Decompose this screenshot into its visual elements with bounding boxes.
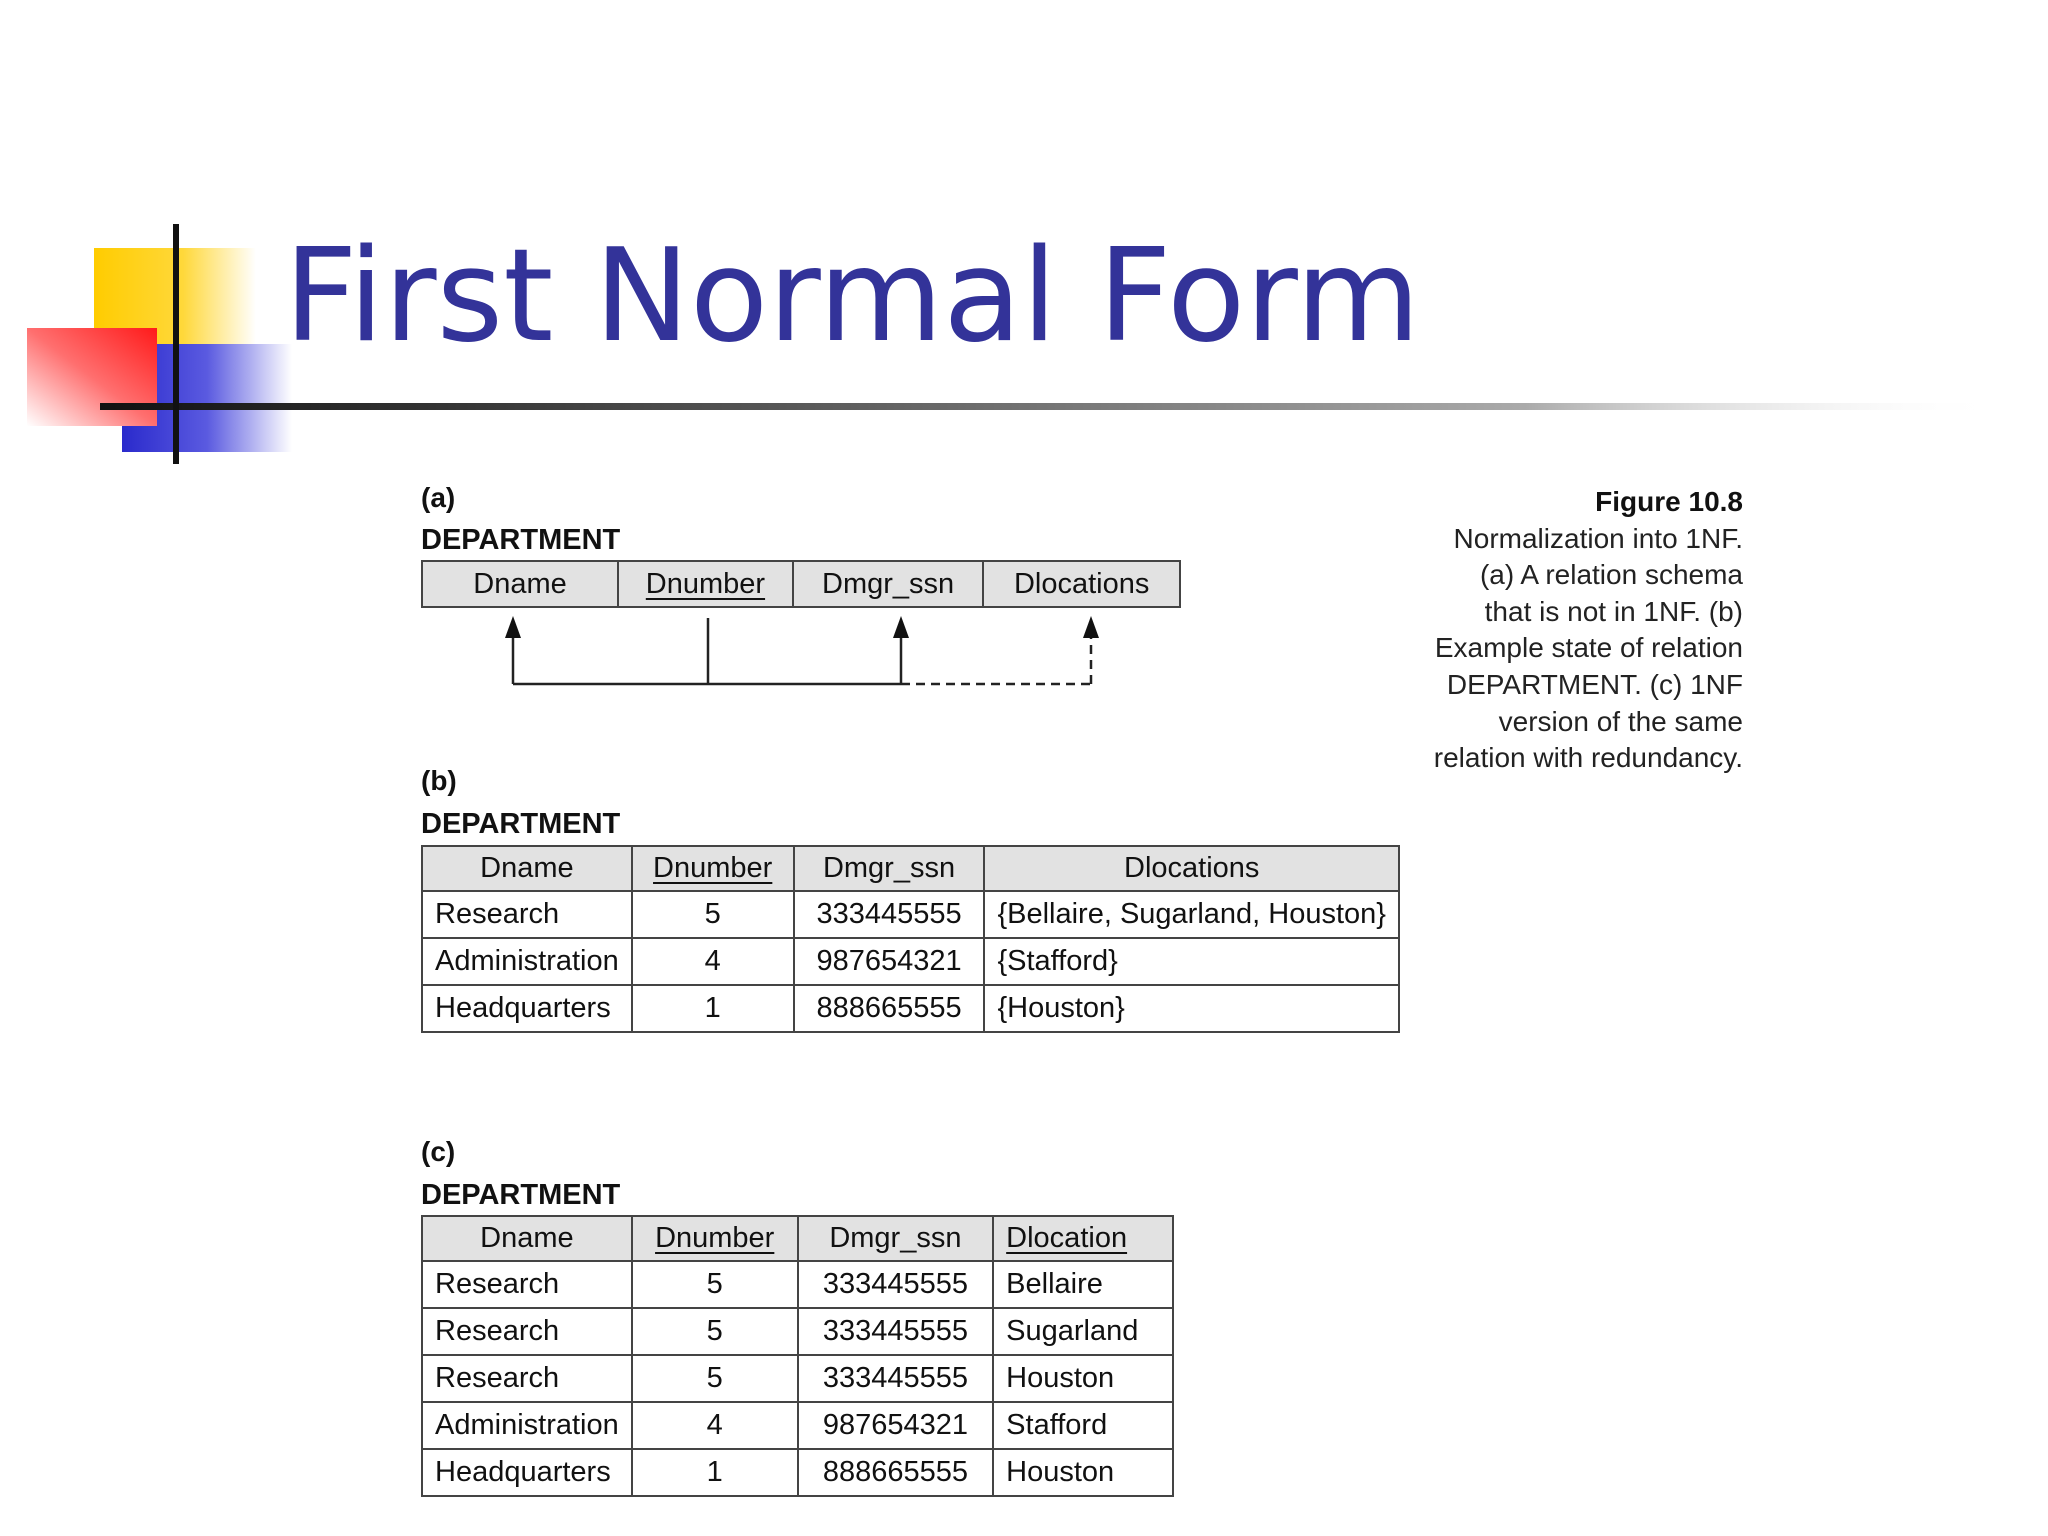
table-b-col-dnumber: Dnumber [632, 846, 794, 891]
cell-dname: Headquarters [422, 985, 632, 1032]
dependency-arrows [421, 608, 1201, 688]
schema-a-col-dnumber: Dnumber [618, 561, 793, 607]
table-b-col-dlocations: Dlocations [984, 846, 1399, 891]
red-square [27, 328, 157, 426]
table-row [422, 1308, 1173, 1355]
figure-caption [1434, 484, 1743, 777]
table-b-header-row [422, 846, 1399, 891]
cell-dlocation: Stafford [993, 1402, 1173, 1449]
figure-caption-line: relation with redundancy. [1433, 742, 1743, 774]
part-b-label: (b) [421, 765, 457, 796]
cell-dlocation: Houston [993, 1449, 1173, 1496]
table-b-col-dname: Dname [422, 846, 632, 891]
cell-dlocations: {Houston} [984, 985, 1399, 1032]
part-b-relation-name: DEPARTMENT [421, 808, 621, 840]
arrow-head-dmgr-ssn [893, 616, 909, 638]
cell-dmgr-ssn: 333445555 [794, 891, 985, 938]
figure-caption-line: (a) A relation schema [1479, 559, 1743, 591]
cell-dmgr-ssn: 333445555 [798, 1308, 994, 1355]
part-a-relation-name: DEPARTMENT [421, 524, 621, 556]
figure-caption-line: Normalization into 1NF. [1453, 522, 1743, 554]
cell-dmgr-ssn: 333445555 [798, 1355, 994, 1402]
table-row [422, 1402, 1173, 1449]
cell-dnumber: 5 [632, 1261, 798, 1308]
part-a-label: (a) [421, 482, 456, 513]
cell-dname: Research [422, 1308, 632, 1355]
cell-dnumber: 4 [632, 1402, 798, 1449]
figure-caption-line: version of the same [1498, 705, 1743, 737]
cell-dlocation: Houston [993, 1355, 1173, 1402]
table-b [421, 845, 1400, 1033]
cell-dnumber: 4 [632, 938, 794, 985]
cell-dlocations: {Bellaire, Sugarland, Houston} [984, 891, 1399, 938]
slide-title: First Normal Form [284, 222, 1421, 371]
schema-a-table [421, 560, 1181, 608]
cell-dnumber: 1 [632, 1449, 798, 1496]
table-row [422, 985, 1399, 1032]
figure-caption-title: Figure 10.8 [1595, 486, 1743, 517]
figure-caption-line: that is not in 1NF. (b) [1484, 595, 1743, 627]
cell-dnumber: 5 [632, 891, 794, 938]
cell-dname: Administration [422, 938, 632, 985]
cell-dlocation: Bellaire [993, 1261, 1173, 1308]
table-row [422, 1449, 1173, 1496]
table-row [422, 938, 1399, 985]
table-c-col-dlocation: Dlocation [993, 1216, 1173, 1261]
table-c-col-dname: Dname [422, 1216, 632, 1261]
cell-dname: Administration [422, 1402, 632, 1449]
cell-dmgr-ssn: 888665555 [794, 985, 985, 1032]
cell-dmgr-ssn: 987654321 [798, 1402, 994, 1449]
cell-dnumber: 5 [632, 1308, 798, 1355]
arrow-head-dlocations [1083, 616, 1099, 638]
cell-dnumber: 5 [632, 1355, 798, 1402]
cell-dlocations: {Stafford} [984, 938, 1399, 985]
figure-caption-line: Example state of relation [1434, 632, 1743, 664]
cell-dname: Research [422, 891, 632, 938]
schema-a-col-dname: Dname [422, 561, 618, 607]
table-b-col-dmgr-ssn: Dmgr_ssn [794, 846, 985, 891]
table-row [422, 891, 1399, 938]
figure-caption-line: DEPARTMENT. (c) 1NF [1446, 668, 1743, 700]
schema-a-col-dmgr-ssn: Dmgr_ssn [793, 561, 984, 607]
arrow-head-dname [505, 616, 521, 638]
table-c-header-row [422, 1216, 1173, 1261]
cell-dmgr-ssn: 888665555 [798, 1449, 994, 1496]
cell-dname: Research [422, 1261, 632, 1308]
table-row [422, 1261, 1173, 1308]
schema-a-col-dlocations: Dlocations [983, 561, 1180, 607]
part-c-relation-name: DEPARTMENT [421, 1179, 621, 1211]
cell-dlocation: Sugarland [993, 1308, 1173, 1355]
cell-dname: Headquarters [422, 1449, 632, 1496]
cell-dmgr-ssn: 987654321 [794, 938, 985, 985]
part-c-label: (c) [421, 1136, 456, 1167]
table-c-col-dnumber: Dnumber [632, 1216, 798, 1261]
cross-vertical [173, 224, 179, 464]
table-row [422, 1355, 1173, 1402]
cell-dmgr-ssn: 333445555 [798, 1261, 994, 1308]
cell-dname: Research [422, 1355, 632, 1402]
table-c [421, 1215, 1174, 1497]
cell-dnumber: 1 [632, 985, 794, 1032]
title-rule [100, 403, 2000, 410]
table-c-col-dmgr-ssn: Dmgr_ssn [798, 1216, 994, 1261]
